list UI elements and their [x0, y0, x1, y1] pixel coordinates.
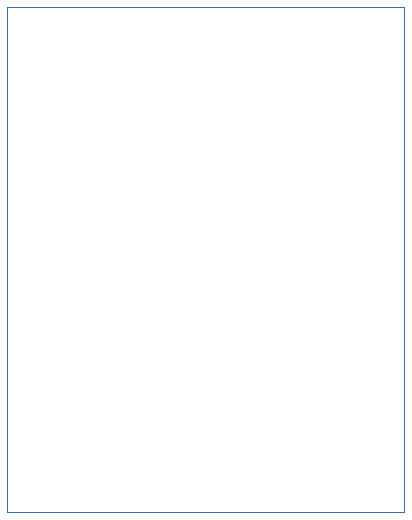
names-paragraph	[8, 8, 404, 22]
bordered-text-box	[7, 7, 405, 513]
